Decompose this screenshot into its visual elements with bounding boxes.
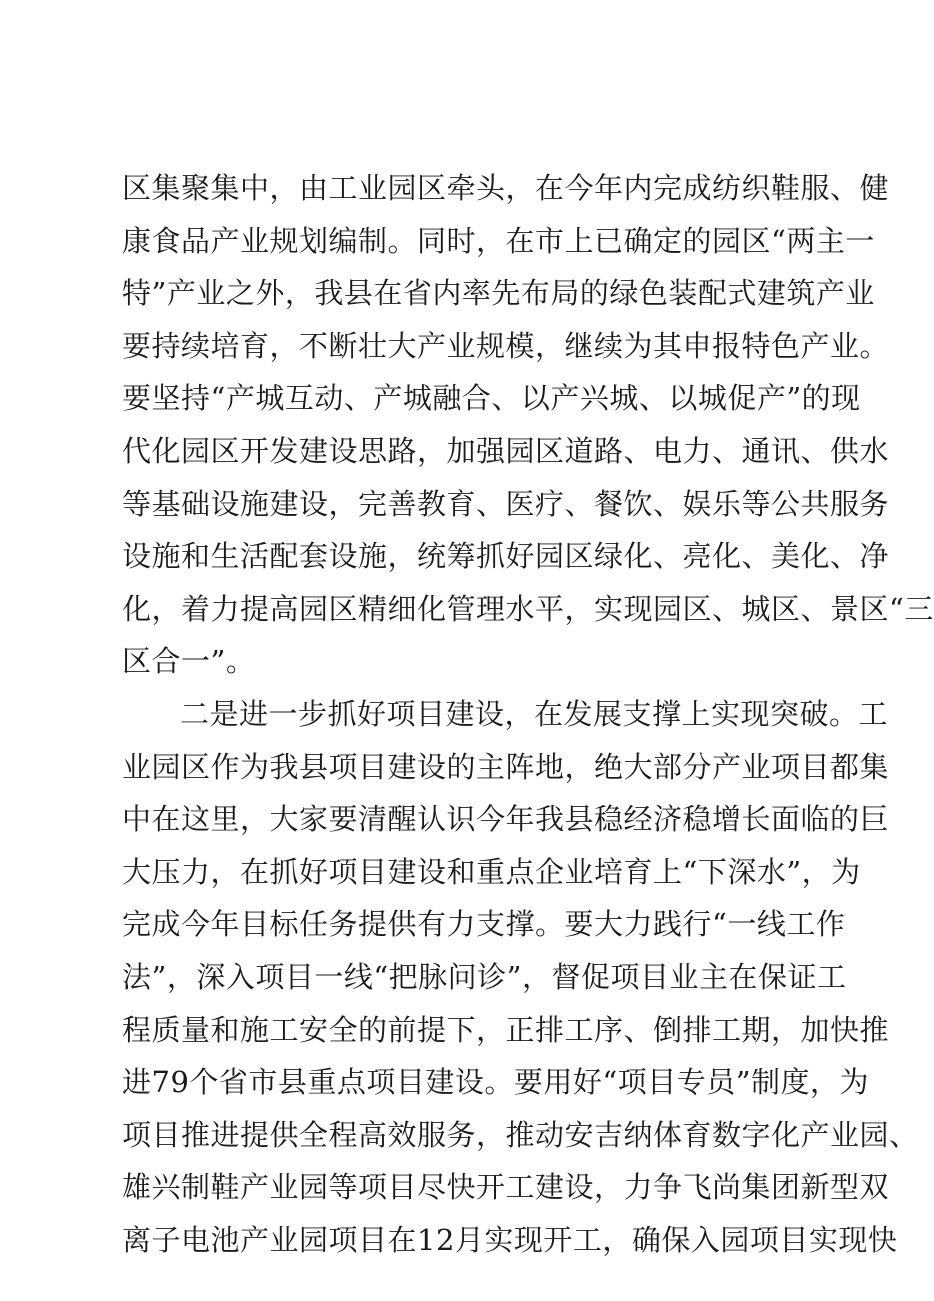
- text-line: 中在这里，大家要清醒认识今年我县稳经济稳增长面临的巨: [122, 802, 890, 837]
- text-line: 业园区作为我县项目建设的主阵地，绝大部分产业项目都集: [122, 749, 890, 784]
- text-line: 项目推进提供全程高效服务，推动安吉纳体育数字化产业园、: [122, 1117, 919, 1152]
- text-line: 化，着力提高园区精细化管理水平，实现园区、城区、景区“三: [122, 591, 934, 626]
- text-line: 区集聚集中，由工业园区牵头，在今年内完成纺织鞋服、健: [122, 171, 890, 205]
- text-line: 雄兴制鞋产业园等项目尽快开工建设，力争飞尚集团新型双: [122, 1170, 890, 1205]
- paragraph-start-line: 二是进一步抓好项目建设，在发展支撑上实现突破。工: [180, 696, 889, 731]
- text-line: 要持续培育，不断壮大产业规模，继续为其申报特色产业。: [122, 328, 890, 363]
- body-text: [122, 162, 934, 1266]
- text-line: 大压力，在抓好项目建设和重点企业培育上“下深水”，为: [122, 854, 861, 889]
- text-line: 区合一”。: [122, 644, 256, 679]
- text-line: 要坚持“产城互动、产城融合、以产兴城、以城促产”的现: [122, 381, 861, 416]
- text-line: 法”，深入项目一线“把脉问诊”，督促项目业主在保证工: [122, 959, 847, 994]
- text-line: 特”产业之外，我县在省内率先布局的绿色装配式建筑产业: [122, 276, 875, 311]
- text-line: 完成今年目标任务提供有力支撑。要大力践行“一线工作: [122, 907, 846, 942]
- text-line: 离子电池产业园项目在12月实现开工，确保入园项目实现快: [122, 1222, 898, 1257]
- text-line: 程质量和施工安全的前提下，正排工序、倒排工期，加快推: [122, 1012, 890, 1047]
- text-line: 设施和生活配套设施，统筹抓好园区绿化、亮化、美化、净: [122, 539, 890, 574]
- text-line: 代化园区开发建设思路，加强园区道路、电力、通讯、供水: [122, 433, 890, 468]
- text-line: 康食品产业规划编制。同时，在市上已确定的园区“两主一: [122, 223, 875, 258]
- text-line: 等基础设施建设，完善教育、医疗、餐饮、娱乐等公共服务: [122, 486, 890, 521]
- text-line: 进79个省市县重点项目建设。要用好“项目专员”制度，为: [122, 1065, 870, 1100]
